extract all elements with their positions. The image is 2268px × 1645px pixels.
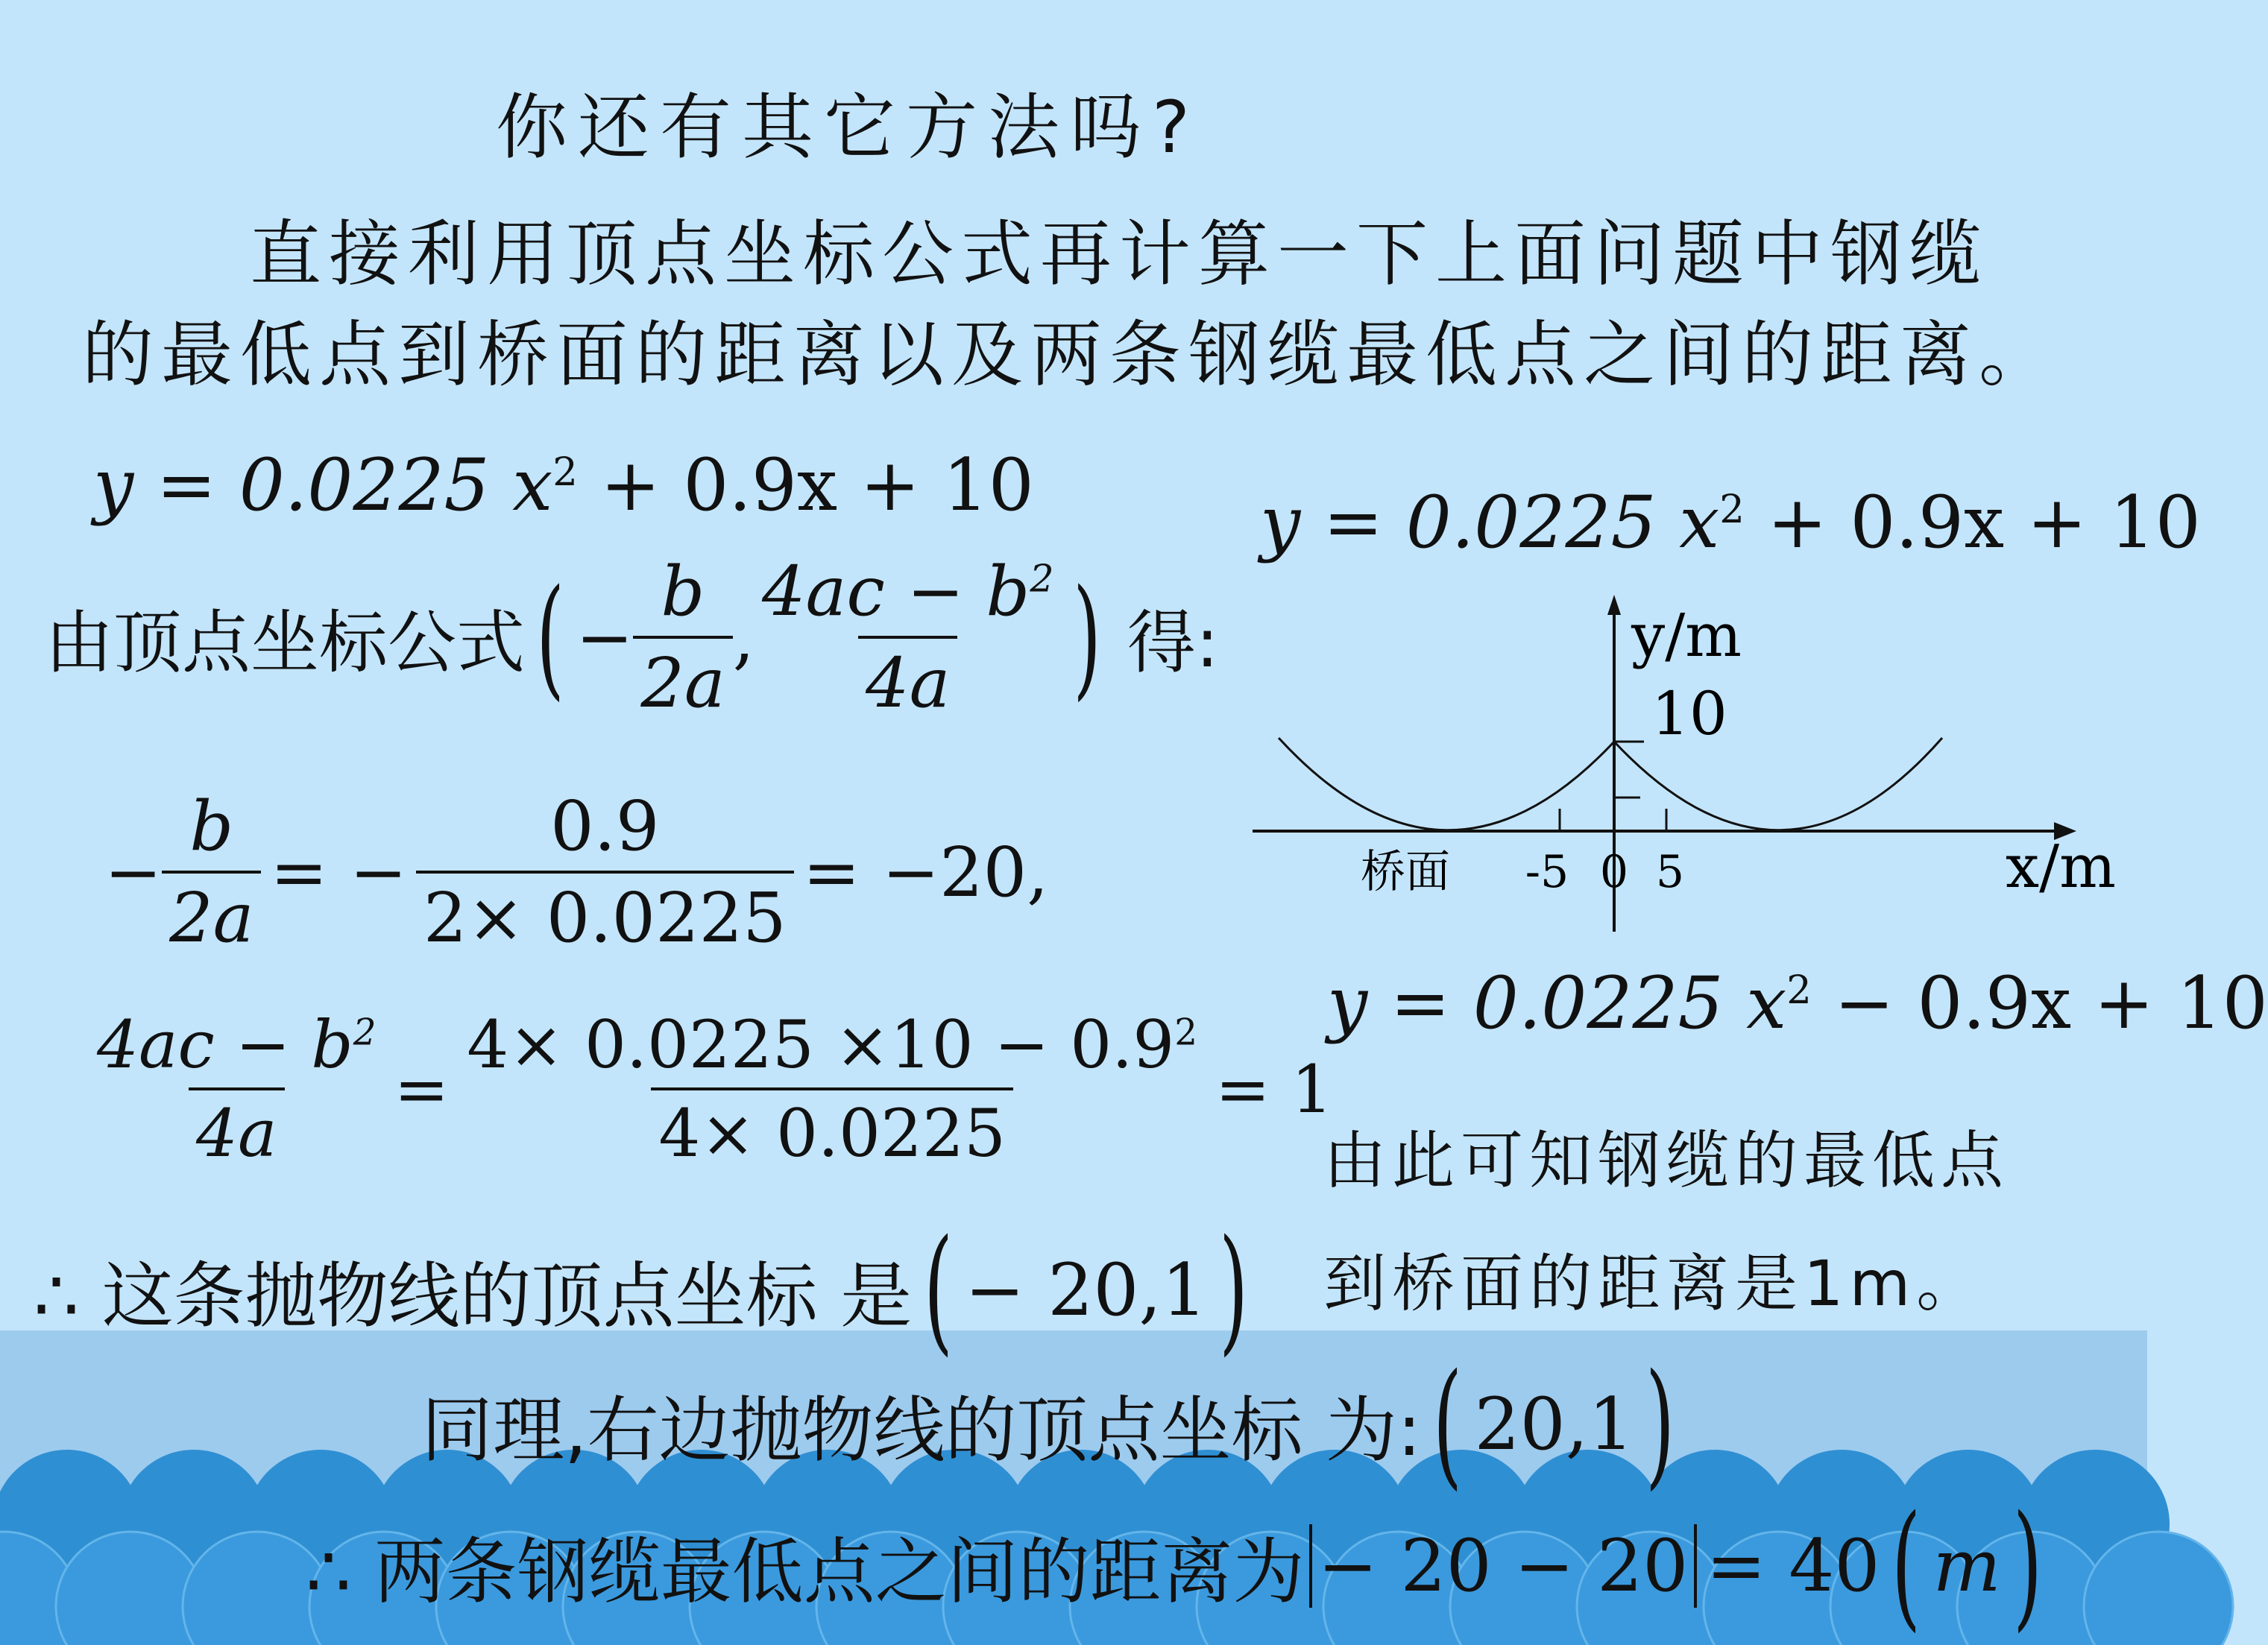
fraction-denominator: 2a <box>162 871 261 958</box>
parabola-equation-left: y = 0.0225 $x^2 + 0.9x + 10$ <box>93 443 1034 527</box>
fraction-discriminant: $\frac{4ac - b^2}{4a}$ <box>761 552 1054 723</box>
parabola-graph <box>1238 581 2116 939</box>
fraction-denominator: 4× 0.0225 <box>651 1087 1013 1172</box>
bridge-label: 桥面 <box>1361 846 1450 898</box>
slide-title: 你还有其它方法吗? <box>496 86 1200 169</box>
x-axis-label: x/m <box>2006 832 2116 901</box>
similarly-value: 20,1 <box>1474 1383 1634 1466</box>
similarly-text: 同理,右边抛物线的顶点坐标 为: <box>421 1388 1422 1472</box>
equation-part: + 0.9x + 10 <box>577 443 1034 527</box>
conclusion-value: − 20,1 <box>965 1248 1207 1332</box>
fraction-b-over-2a <box>633 552 732 723</box>
vertex-conclusion: ∴ 这条抛物线的顶点坐标 是 ( − 20,1 ) <box>34 1211 1249 1369</box>
distance-unit: m <box>1932 1524 2001 1608</box>
vertex-formula-tail: 得: <box>1127 603 1219 683</box>
y-tick-label: 10 <box>1651 679 1727 748</box>
fraction-denominator: 2× 0.0225 <box>416 871 794 958</box>
vertex-formula-line: 由顶点坐标公式 ( − $\frac{b}{2a}$ , $\frac{4ac - b^2}{4a}$ ) 得: <box>45 552 1219 723</box>
distance-result: = 40 <box>1706 1524 1880 1608</box>
equation-part: − 0.9x + 10 <box>1811 962 2268 1045</box>
fraction-numeric: $\frac{4\times 0.0225 \times 10 - 0.9^2}{4\times 0.0225}$ <box>467 1006 1197 1172</box>
intro-line-1: 直接利用顶点坐标公式再计算一下上面问题中钢缆 <box>250 212 1988 296</box>
y-axis-label: y/m <box>1631 601 1742 670</box>
fraction-denominator: 2a <box>633 636 732 723</box>
right-paren: ) <box>1072 561 1101 713</box>
intro-line-2: 的最低点到桥面的距离以及两条钢缆最低点之间的距离。 <box>82 313 2058 397</box>
parabola-equation-right-bottom: y = 0.0225 $x^2 - 0.9x + 10$ <box>1327 962 2268 1045</box>
x-tick-label-0: 0 <box>1599 846 1629 898</box>
y-axis-arrow <box>1607 595 1621 615</box>
fraction-b-over-2a <box>162 786 261 958</box>
equation-part: y = 0.0225 x <box>1260 481 1720 564</box>
calc-result: = 1 <box>1215 1050 1333 1128</box>
note-line-1: 由此可知钢缆的最低点 <box>1323 1124 2010 1197</box>
left-paren: ( <box>536 561 564 713</box>
equation-part: + 0.9x + 10 <box>1744 481 2201 564</box>
fraction-denominator: 4a <box>858 636 957 723</box>
left-cable-curve <box>1279 738 1614 830</box>
calc-x-vertex: − $\frac{b}{2a}$ = − $\frac{0.9}{2\times 0.0225}$ = −20, <box>104 786 1049 958</box>
fraction-numerator: b <box>189 786 234 866</box>
similarly-line: 同理,右边抛物线的顶点坐标 为: ( 20,1 ) <box>421 1345 1675 1503</box>
note-line-2: 到桥面的距离是1m。 <box>1323 1247 1985 1320</box>
fraction-numerator: 4ac − b <box>97 1006 353 1083</box>
right-cable-curve <box>1614 738 1942 830</box>
fraction-discriminant: $\frac{4ac - b^2}{4a}$ <box>97 1006 377 1172</box>
distance-line: ∴ 两条钢缆最低点之间的距离为 − 20 − 20 = 40 ( m ) <box>306 1487 2042 1645</box>
absolute-value: − 20 − 20 <box>1309 1524 1698 1608</box>
calc-y-vertex: $\frac{4ac - b^2}{4a}$ = $\frac{4\times 0.0225 \times 10 - 0.9^2}{4\times 0.0225}$ = 1 <box>89 1006 1333 1172</box>
fraction-numerator: 4ac − b <box>761 552 1030 631</box>
equation-part: y = 0.0225 x <box>93 443 553 527</box>
fraction-denominator: 4a <box>189 1087 284 1172</box>
equation-part: y = 0.0225 x <box>1327 962 1787 1045</box>
conclusion-text: ∴ 这条抛物线的顶点坐标 是 <box>34 1254 913 1338</box>
fraction-numerator: 0.9 <box>550 786 660 866</box>
fraction-numeric <box>416 786 794 958</box>
fraction-numerator: 4× 0.0225 ×10 − 0.9 <box>467 1006 1175 1083</box>
calc-result: = −20, <box>802 832 1049 912</box>
distance-text: ∴ 两条钢缆最低点之间的距离为 <box>306 1529 1305 1614</box>
parabola-equation-right-top: y = 0.0225 $x^2 + 0.9x + 10$ <box>1260 481 2201 564</box>
vertex-formula-lead: 由顶点坐标公式 <box>45 603 526 683</box>
fraction-numerator: b <box>661 552 705 631</box>
x-tick-label-5: 5 <box>1655 846 1685 898</box>
x-tick-label-neg5: -5 <box>1525 846 1569 898</box>
